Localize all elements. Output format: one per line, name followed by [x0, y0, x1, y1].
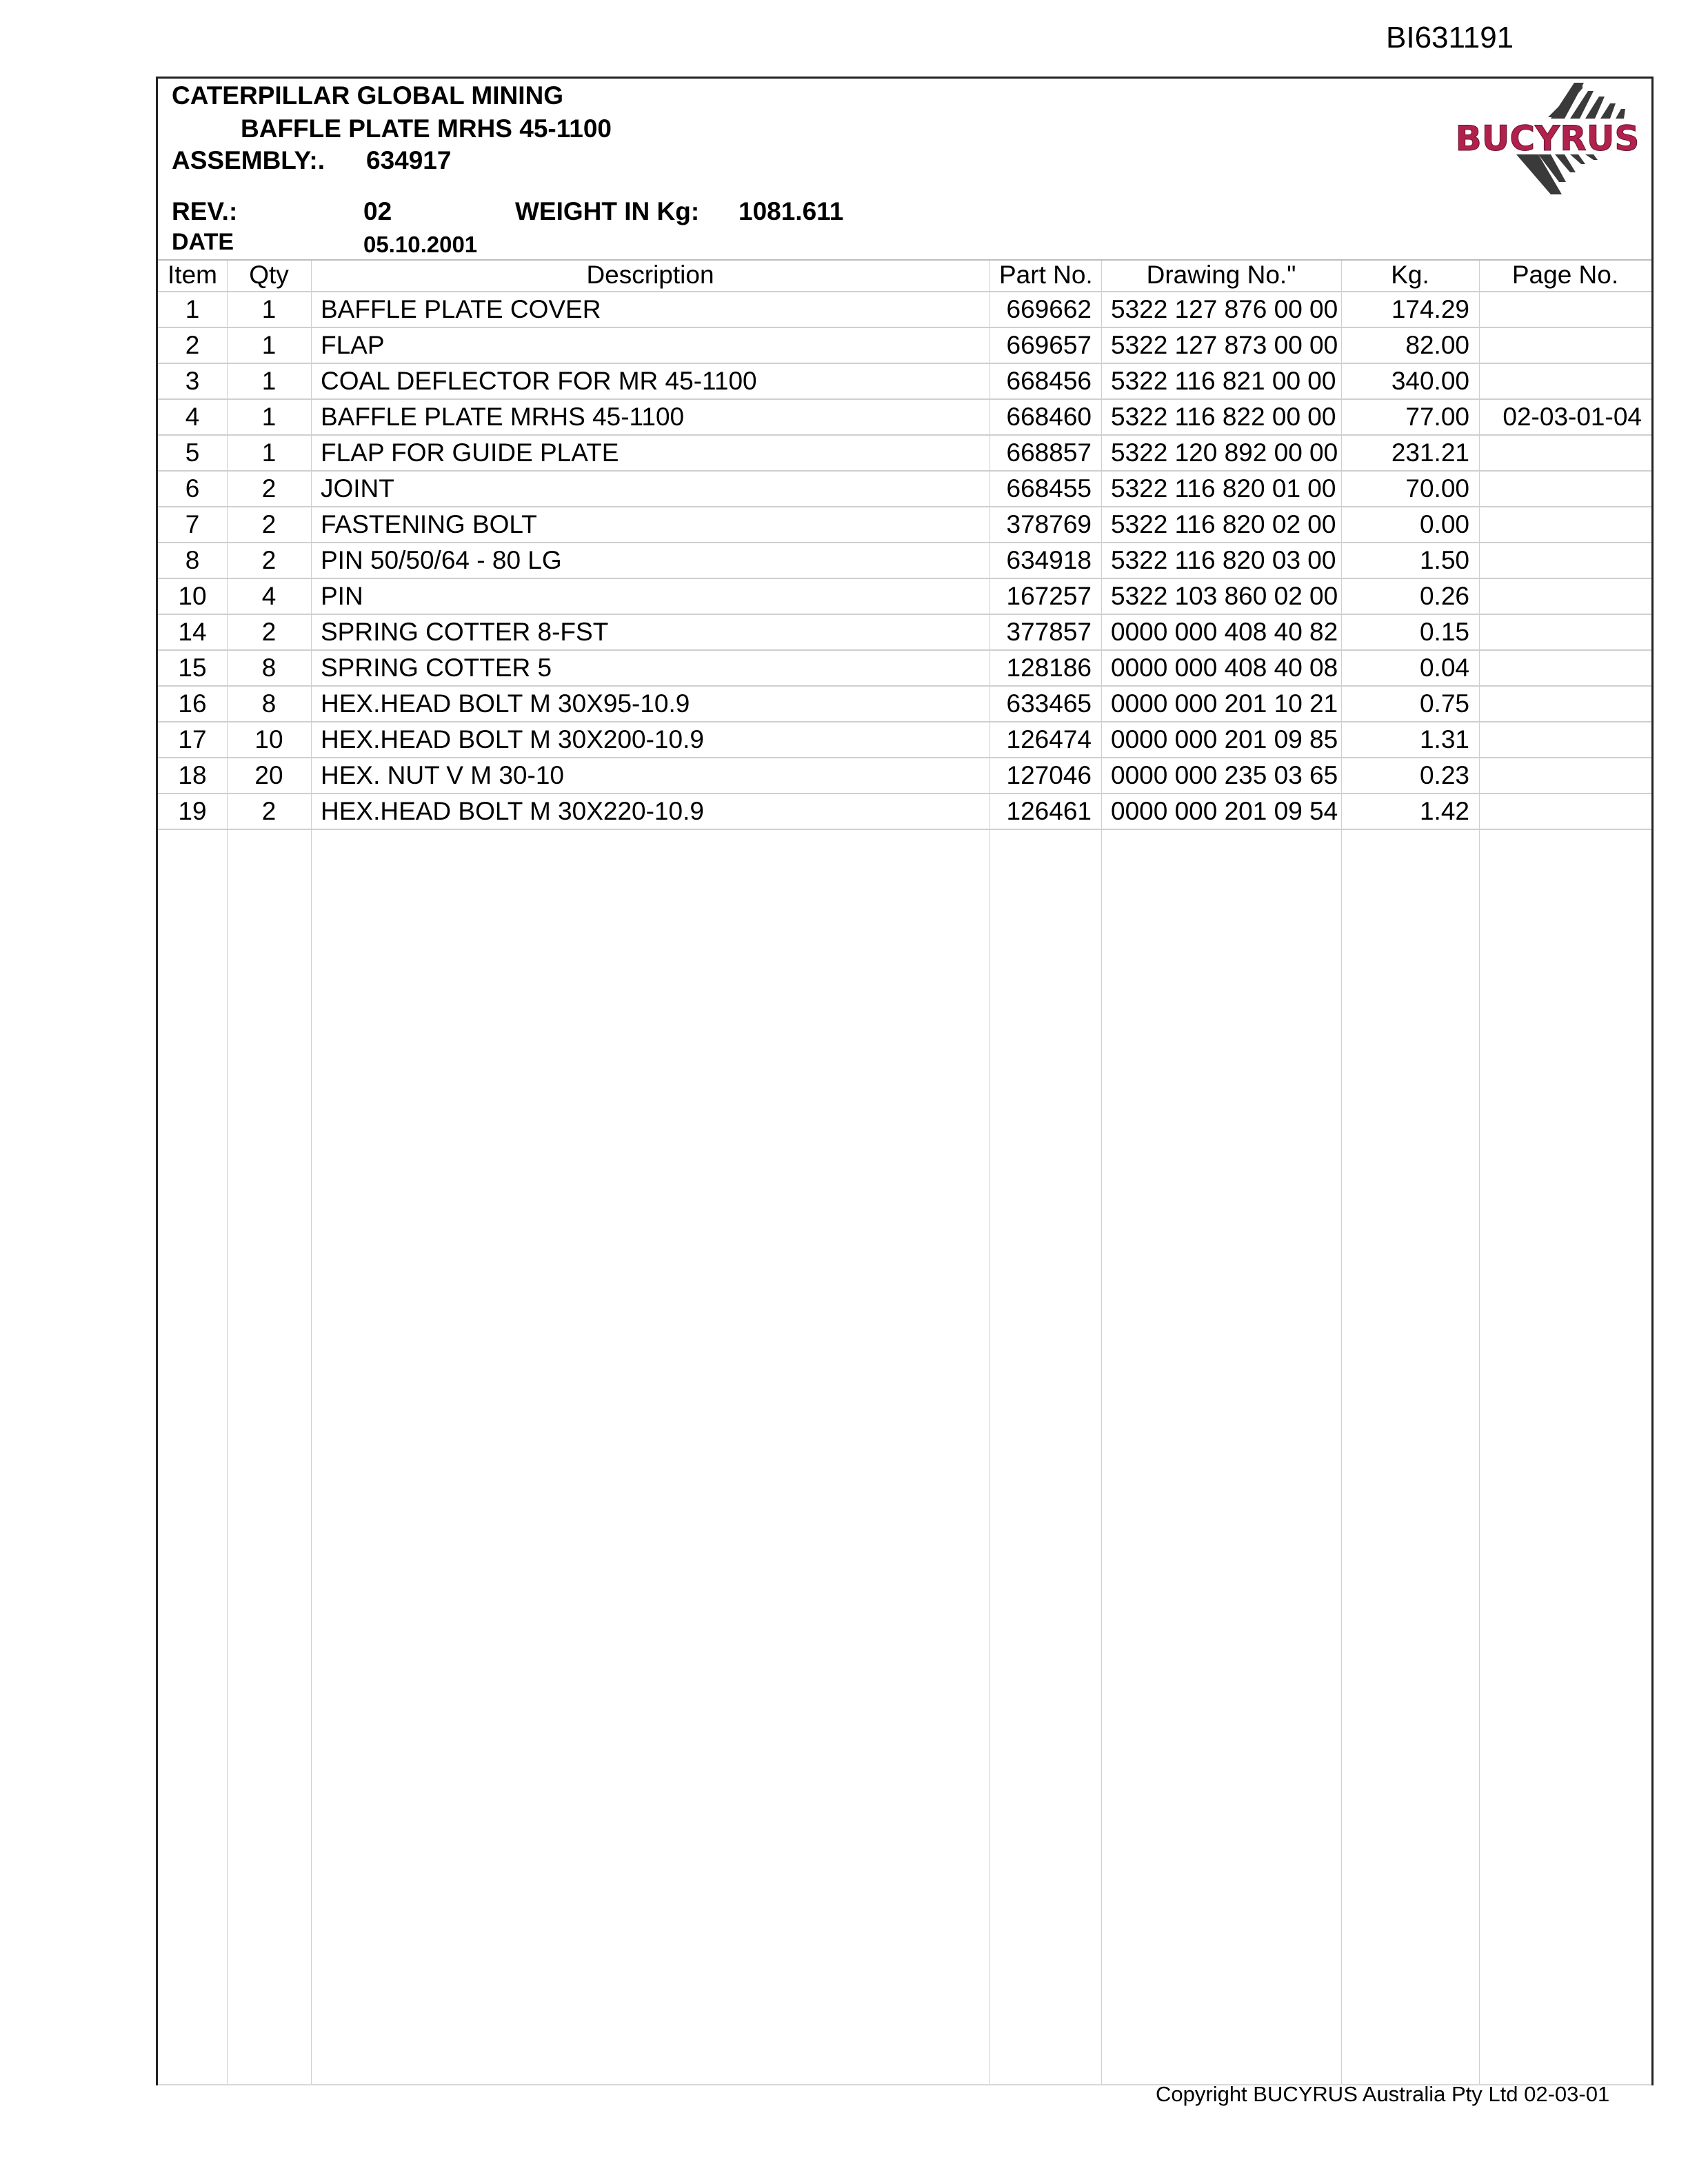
assembly-label: ASSEMBLY:. — [172, 146, 325, 174]
cell-item: 14 — [178, 618, 207, 646]
cell-part-no: 668456 — [1006, 367, 1092, 395]
cell-part-no: 378769 — [1006, 510, 1092, 538]
row-divider — [158, 649, 1651, 651]
cell-item: 15 — [178, 654, 207, 682]
row-divider — [158, 578, 1651, 579]
cell-kg: 1.31 — [1419, 725, 1469, 754]
cell-description: PIN 50/50/64 - 80 LG — [321, 546, 562, 574]
cell-description: HEX. NUT V M 30-10 — [321, 761, 564, 789]
revision-label: REV.: — [172, 197, 238, 225]
cell-kg: 1.50 — [1419, 546, 1469, 574]
row-divider — [158, 291, 1651, 292]
cell-part-no: 633465 — [1006, 689, 1092, 718]
cell-part-no: 634918 — [1006, 546, 1092, 574]
cell-qty: 1 — [261, 403, 277, 431]
cell-description: JOINT — [321, 474, 394, 503]
cell-description: PIN — [321, 582, 363, 610]
column-header-description: Description — [586, 261, 714, 289]
parts-table — [158, 259, 1651, 2085]
cell-part-no: 669657 — [1006, 331, 1092, 359]
cell-qty: 8 — [261, 654, 277, 682]
row-divider — [158, 685, 1651, 687]
cell-kg: 0.00 — [1419, 510, 1469, 538]
weight-label: WEIGHT IN Kg: — [515, 197, 700, 225]
row-divider — [158, 829, 1651, 830]
cell-qty: 8 — [261, 689, 277, 718]
column-divider — [1101, 259, 1102, 2085]
column-header-drawing-no: Drawing No." — [1146, 261, 1296, 289]
cell-part-no: 668857 — [1006, 438, 1092, 467]
cell-drawing-no: 0000 000 201 10 21 — [1111, 689, 1338, 718]
cell-item: 2 — [185, 331, 200, 359]
cell-item: 3 — [185, 367, 200, 395]
cell-page-no: 02-03-01-04 — [1503, 403, 1642, 431]
cell-qty: 10 — [254, 725, 283, 754]
cell-kg: 0.23 — [1419, 761, 1469, 789]
parts-list-frame — [156, 77, 1654, 2085]
cell-drawing-no: 5322 116 822 00 00 — [1111, 403, 1336, 431]
cell-description: HEX.HEAD BOLT M 30X220-10.9 — [321, 797, 704, 825]
cell-part-no: 377857 — [1006, 618, 1092, 646]
column-divider — [989, 259, 990, 2085]
cell-qty: 1 — [261, 295, 277, 323]
column-header-kg: Kg. — [1391, 261, 1429, 289]
cell-description: BAFFLE PLATE MRHS 45-1100 — [321, 403, 685, 431]
cell-item: 18 — [178, 761, 207, 789]
cell-qty: 2 — [261, 618, 277, 646]
cell-drawing-no: 0000 000 408 40 82 — [1111, 618, 1338, 646]
cell-description: HEX.HEAD BOLT M 30X200-10.9 — [321, 725, 704, 754]
row-divider — [158, 470, 1651, 472]
column-divider — [1479, 259, 1480, 2085]
cell-description: SPRING COTTER 5 — [321, 654, 552, 682]
column-divider — [1341, 259, 1342, 2085]
row-divider — [158, 434, 1651, 436]
cell-description: FASTENING BOLT — [321, 510, 537, 538]
cell-kg: 1.42 — [1419, 797, 1469, 825]
cell-qty: 20 — [254, 761, 283, 789]
row-divider — [158, 398, 1651, 400]
row-divider — [158, 721, 1651, 722]
cell-kg: 174.29 — [1391, 295, 1469, 323]
cell-kg: 82.00 — [1405, 331, 1469, 359]
cell-drawing-no: 0000 000 201 09 85 — [1111, 725, 1338, 754]
copyright-footer: Copyright BUCYRUS Australia Pty Ltd 02-03-01 — [1156, 2082, 1610, 2106]
cell-qty: 2 — [261, 510, 277, 538]
cell-part-no: 669662 — [1006, 295, 1092, 323]
cell-drawing-no: 0000 000 235 03 65 — [1111, 761, 1338, 789]
cell-drawing-no: 5322 127 873 00 00 — [1111, 331, 1338, 359]
cell-kg: 0.04 — [1419, 654, 1469, 682]
cell-drawing-no: 0000 000 408 40 08 — [1111, 654, 1338, 682]
column-divider — [311, 259, 312, 2085]
cell-part-no: 126461 — [1006, 797, 1092, 825]
row-divider — [158, 614, 1651, 615]
document-id: BI631191 — [1386, 21, 1514, 54]
cell-part-no: 127046 — [1006, 761, 1092, 789]
cell-kg: 70.00 — [1405, 474, 1469, 503]
cell-part-no: 126474 — [1006, 725, 1092, 754]
row-divider — [158, 757, 1651, 758]
row-divider — [158, 363, 1651, 364]
cell-kg: 77.00 — [1405, 403, 1469, 431]
cell-drawing-no: 5322 103 860 02 00 — [1111, 582, 1338, 610]
cell-part-no: 668455 — [1006, 474, 1092, 503]
cell-drawing-no: 5322 116 820 01 00 — [1111, 474, 1336, 503]
cell-item: 5 — [185, 438, 200, 467]
cell-qty: 1 — [261, 367, 277, 395]
cell-drawing-no: 5322 120 892 00 00 — [1111, 438, 1338, 467]
cell-kg: 340.00 — [1391, 367, 1469, 395]
row-divider — [158, 793, 1651, 794]
column-header-part-no: Part No. — [999, 261, 1093, 289]
cell-qty: 4 — [261, 582, 277, 610]
cell-description: BAFFLE PLATE COVER — [321, 295, 601, 323]
cell-item: 8 — [185, 546, 200, 574]
cell-qty: 2 — [261, 546, 277, 574]
cell-description: FLAP — [321, 331, 385, 359]
cell-part-no: 167257 — [1006, 582, 1092, 610]
cell-qty: 1 — [261, 438, 277, 467]
cell-item: 7 — [185, 510, 200, 538]
cell-drawing-no: 5322 116 820 02 00 — [1111, 510, 1336, 538]
cell-part-no: 668460 — [1006, 403, 1092, 431]
cell-item: 17 — [178, 725, 207, 754]
cell-item: 10 — [178, 582, 207, 610]
assembly-title: BAFFLE PLATE MRHS 45-1100 — [241, 114, 612, 143]
column-header-item: Item — [168, 261, 217, 289]
cell-description: HEX.HEAD BOLT M 30X95-10.9 — [321, 689, 690, 718]
cell-kg: 0.75 — [1419, 689, 1469, 718]
cell-item: 1 — [185, 295, 200, 323]
cell-kg: 0.15 — [1419, 618, 1469, 646]
logo-wordmark: BUCYRUS — [1455, 119, 1640, 159]
cell-description: SPRING COTTER 8-FST — [321, 618, 609, 646]
cell-item: 19 — [178, 797, 207, 825]
cell-description: COAL DEFLECTOR FOR MR 45-1100 — [321, 367, 757, 395]
cell-item: 16 — [178, 689, 207, 718]
date-value: 05.10.2001 — [363, 232, 478, 257]
cell-drawing-no: 5322 116 821 00 00 — [1111, 367, 1336, 395]
row-divider — [158, 327, 1651, 328]
cell-kg: 231.21 — [1391, 438, 1469, 467]
column-divider — [227, 259, 228, 2085]
cell-qty: 2 — [261, 797, 277, 825]
company-name: CATERPILLAR GLOBAL MINING — [172, 81, 563, 110]
cell-part-no: 128186 — [1006, 654, 1092, 682]
cell-item: 4 — [185, 403, 200, 431]
assembly-number: 634917 — [366, 146, 452, 174]
cell-item: 6 — [185, 474, 200, 503]
cell-qty: 2 — [261, 474, 277, 503]
cell-qty: 1 — [261, 331, 277, 359]
date-label: DATE — [172, 229, 234, 255]
weight-value: 1081.611 — [738, 197, 844, 225]
revision-value: 02 — [363, 197, 392, 225]
cell-kg: 0.26 — [1419, 582, 1469, 610]
cell-drawing-no: 0000 000 201 09 54 — [1111, 797, 1338, 825]
cell-description: FLAP FOR GUIDE PLATE — [321, 438, 619, 467]
bucyrus-logo — [1447, 79, 1647, 210]
column-header-page-no: Page No. — [1511, 261, 1619, 289]
row-divider — [158, 542, 1651, 543]
row-divider — [158, 506, 1651, 507]
column-header-qty: Qty — [249, 261, 289, 289]
cell-drawing-no: 5322 127 876 00 00 — [1111, 295, 1338, 323]
cell-drawing-no: 5322 116 820 03 00 — [1111, 546, 1336, 574]
